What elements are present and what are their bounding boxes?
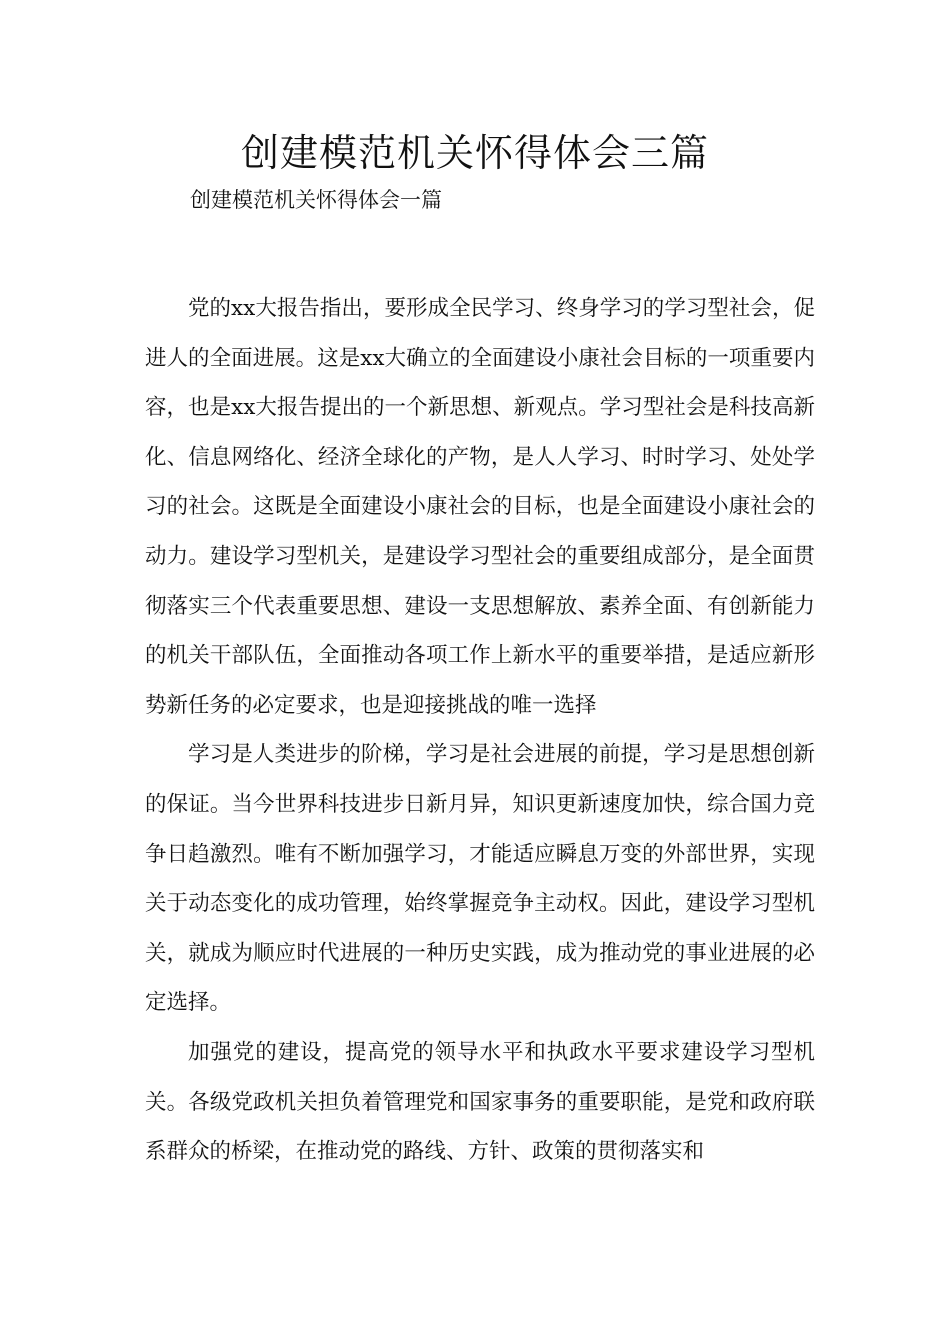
document-body <box>145 284 815 1177</box>
paragraph-1: 党的xx大报告指出，要形成全民学习、终身学习的学习型社会，促进人的全面进展。这是xx大确立的全面建设小康社会目标的一项重要内容，也是xx大报告提出的一个新思想、新观点。学习型社会是科技高新化、信息网络化、经济全球化的产物，是人人学习、时时学习、处处学习的社会。这既是全面建设小康社会的目标，也是全面建设小康社会的动力。建设学习型机关，是建设学习型社会的重要组成部分，是全面贯彻落实三个代表重要思想、建设一支思想解放、素养全面、有创新能力的机关干部队伍，全面推动各项工作上新水平的重要举措，是适应新形势新任务的必定要求，也是迎接挑战的唯一选择 <box>145 296 815 718</box>
paragraph-2: 学习是人类进步的阶梯，学习是社会进展的前提，学习是思想创新的保证。当今世界科技进步日新月异，知识更新速度加快，综合国力竞争日趋激烈。唯有不断加强学习，才能适应瞬息万变的外部世界，实现关于动态变化的成功管理，始终掌握竞争主动权。因此，建设学习型机关，就成为顺应时代进展的一种历史实践，成为推动党的事业进展的必定选择。 <box>145 742 815 1016</box>
paragraph-3: 加强党的建设，提高党的领导水平和执政水平要求建设学习型机关。各级党政机关担负着管理党和国家事务的重要职能，是党和政府联系群众的桥梁，在推动党的路线、方针、政策的贯彻落实和 <box>145 1039 815 1165</box>
document-title: 创建模范机关怀得体会三篇 <box>240 131 709 175</box>
document-subtitle: 创建模范机关怀得体会一篇 <box>190 188 442 212</box>
